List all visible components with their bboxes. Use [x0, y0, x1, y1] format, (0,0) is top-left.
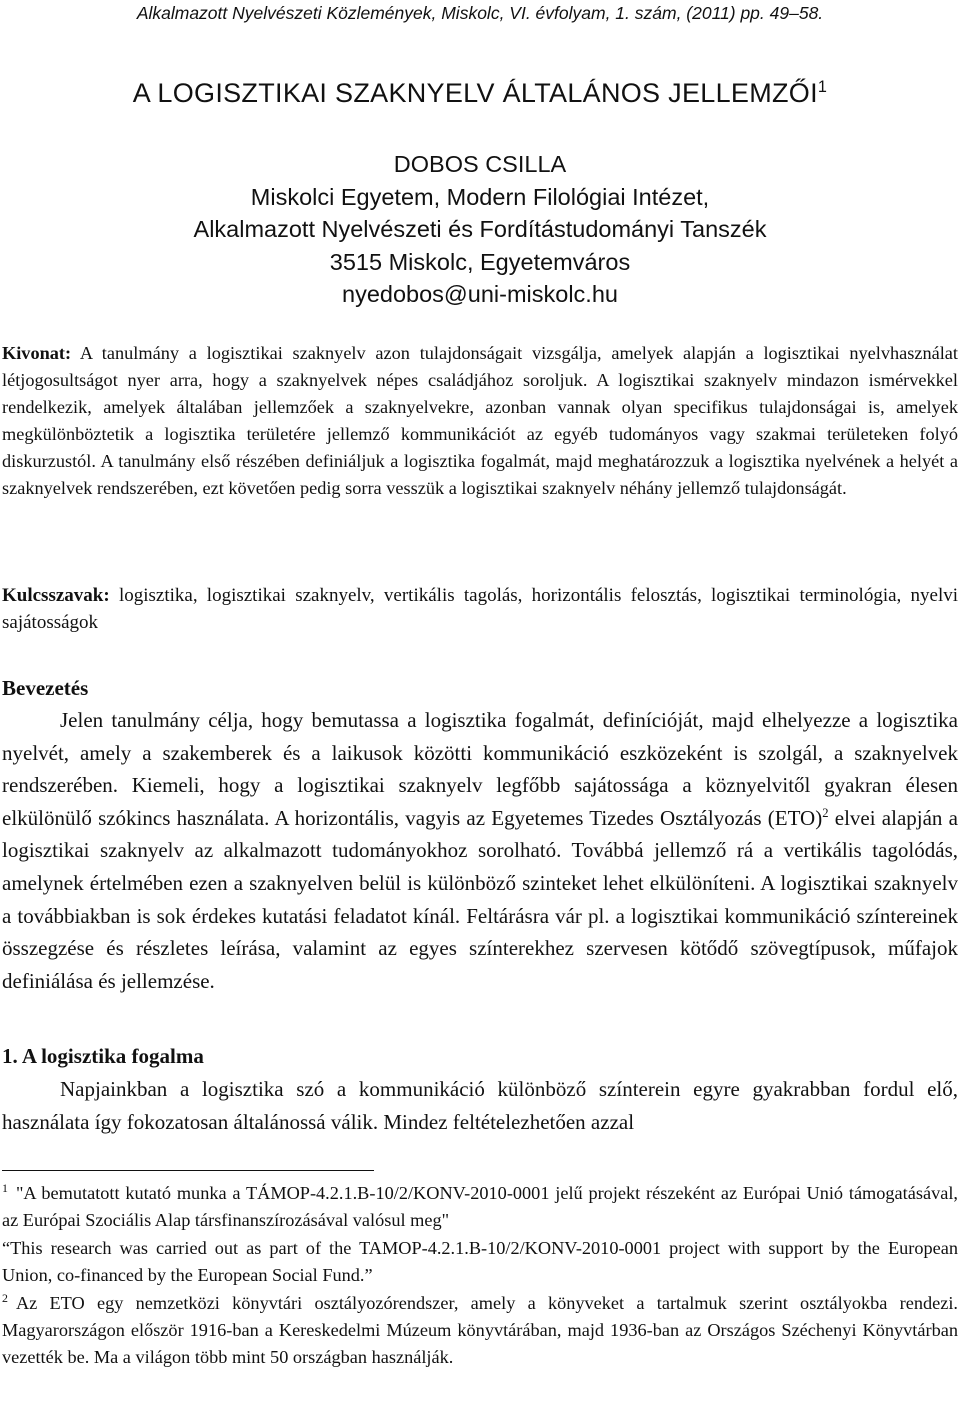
keywords-label: Kulcsszavak: [2, 585, 110, 606]
introduction-text-part1: Jelen tanulmány célja, hogy bemutassa a logisztika fogalmát, definícióját, majd elhelyezze a logisztika nyelvét, amely a szakemberek és a laikusok közötti kommunikáció eszközeként is szolgál, a szaknyelvek rendszerében. Kiemeli, hogy a logisztikai szaknyelv legfőbb sajátossága a köznyelvitől gyakran élesen elkülönülő szókincs használata. A horizontális, vagyis az Egyetemes Tizedes Osztályozás (ETO) [2, 708, 958, 830]
abstract-text: A tanulmány a logisztikai szaknyelv azon tulajdonságait vizsgálja, amelyek alapján a logisztikai nyelvhasználat létjogosultságot nyer arra, hogy a szaknyelvek népes családjához soroljuk. A logisztikai szaknyelv mindazon ismérvekkel rendelkezik, amelyek általában jellemzőek a szaknyelvekre, azonban vannak olyan specifikus tulajdonságai is, amelyek megkülönböztetik a logisztika területére jellemző kommunikációt az egyéb tudományos vagy szakmai területeken folyó diskurzustól. A tanulmány első részében definiáljuk a logisztika fogalmát, majd meghatározzuk a logisztika nyelvének a helyét a szaknyelvek rendszerében, ezt követően pedig sorra vesszük a logisztikai szaknyelv néhány jellemző tulajdonságát. [2, 343, 959, 498]
footnote-2 [2, 1290, 958, 1372]
author-email[interactable]: nyedobos@uni-miskolc.hu [342, 281, 618, 307]
paper-title [0, 76, 960, 110]
author-affiliation-2: Alkalmazott Nyelvészeti és Fordítástudományi Tanszék [193, 216, 767, 242]
section-heading-1: 1. A logisztika fogalma [2, 1044, 204, 1068]
journal-header: Alkalmazott Nyelvészeti Közlemények, Miskolc, VI. évfolyam, 1. szám, (2011) pp. 49–58. [136, 3, 824, 23]
footnote-separator [2, 1170, 374, 1171]
author-affiliation-1: Miskolci Egyetem, Modern Filológiai Intézet, [250, 183, 710, 210]
introduction-footnote-mark: 2 [822, 805, 829, 820]
footnote-1-text: "A bemutatott kutató munka a TÁMOP-4.2.1.B-10/2/KONV-2010-0001 jelű projekt részeként az Európai Unió támogatásával, az Európai Szociális Alap társfinanszírozásával valósul meg" [2, 1183, 958, 1231]
keywords [2, 582, 958, 636]
footnote-1-english: “This research was carried out as part of the TAMOP-4.2.1.B-10/2/KONV-2010-0001 project with support by the European Union, co-financed by the European Social Fund.” [2, 1237, 958, 1286]
section1-paragraph: Napjainkban a logisztika szó a kommunikáció különböző színterein egyre gyakrabban fordul elő, használata így fokozatosan általánossá válik. Mindez feltételezhetően azzal [2, 1077, 958, 1134]
abstract-label: Kivonat: [2, 343, 72, 363]
author-block [0, 148, 960, 311]
footnote-2-mark: 2 [2, 1290, 8, 1305]
author-name: DOBOS CSILLA [393, 151, 567, 177]
footnotes [2, 1180, 958, 1372]
introduction-paragraph [2, 704, 958, 997]
keywords-text: logisztika, logisztikai szaknyelv, vertikális tagolás, horizontális felosztás, logisztikai terminológia, nyelvi sajátosságok [2, 585, 959, 633]
title-footnote-mark: 1 [817, 78, 828, 96]
author-address: 3515 Miskolc, Egyetemváros [329, 248, 631, 275]
footnote-2-text: Az ETO egy nemzetközi könyvtári osztályozórendszer, amely a könyveket a tartalmuk szerint osztályokba rendezi. Magyarországon először 1916-ban a Kereskedelmi Múzeum könyvtárában, majd 1936-ban az Országos Széchenyi Könyvtárban vezették be. Ma a világon több mint 50 országban használják. [2, 1292, 958, 1368]
section-heading-introduction: Bevezetés [2, 676, 89, 700]
footnote-1 [2, 1180, 958, 1235]
footnote-1-mark: 1 [2, 1180, 8, 1195]
abstract [2, 340, 958, 502]
paper-title-text: A LOGISZTIKAI SZAKNYELV ÁLTALÁNOS JELLEMZŐI [132, 78, 818, 108]
introduction-text-part2: elvei alapján a logisztikai szaknyelv az alkalmazott tudományokhoz sorolható. Továbbá jellemző rá a vertikális tagolódás, amelynek értelmében ezen a szaknyelven belül is különböző szinteket lehet elkülöníteni. A logisztikai szaknyelv a továbbiakban is sok érdekes kutatási feladatot kínál. Feltárásra vár pl. a logisztikai kommunikáció színtereinek összegzése és részletes leírása, valamint az egyes színterekhez szervesen kötődő szövegtípusok, műfajok definiálása és jellemzése. [2, 805, 958, 993]
